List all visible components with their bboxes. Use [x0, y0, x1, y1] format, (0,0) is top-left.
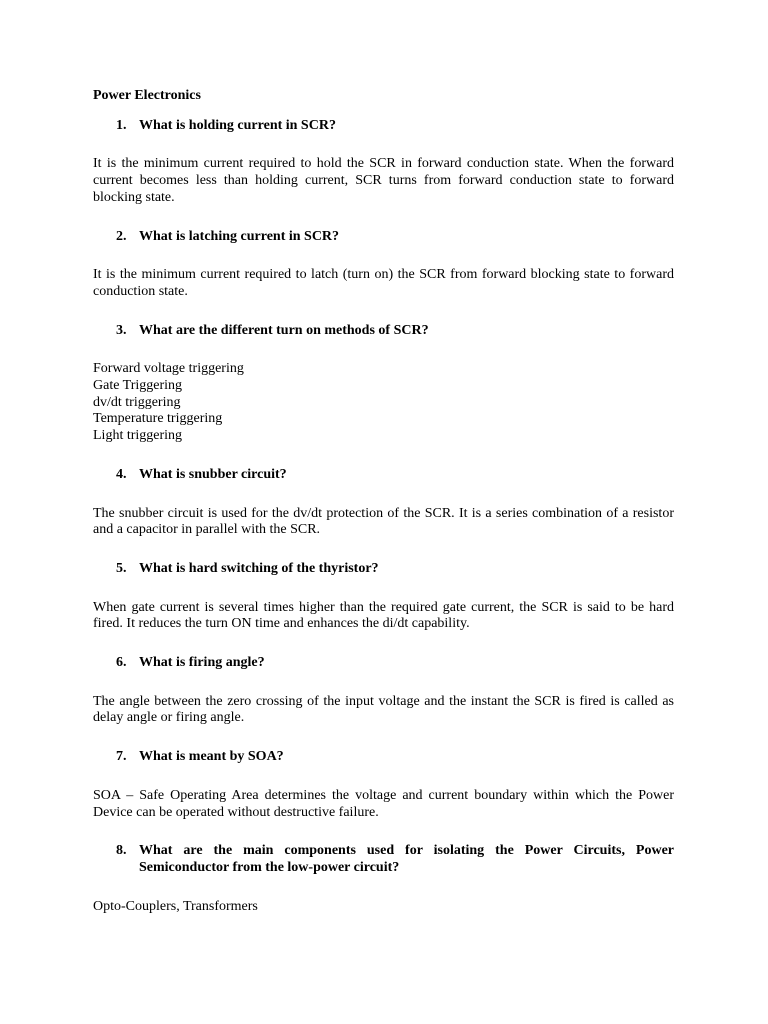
question-text: What is holding current in SCR?	[139, 117, 336, 133]
question-number: 7.	[116, 749, 127, 765]
question-5	[93, 561, 674, 578]
question-text: What is snubber circuit?	[139, 466, 287, 482]
question-2	[93, 229, 674, 246]
document-title: Power Electronics	[93, 88, 201, 103]
list-item: Temperature triggering	[93, 411, 223, 427]
answer-3-list	[93, 361, 674, 445]
question-number: 6.	[116, 655, 127, 671]
question-3	[93, 323, 674, 340]
question-7	[93, 749, 674, 766]
list-item: Forward voltage triggering	[93, 361, 244, 377]
question-number: 1.	[116, 117, 127, 133]
question-number: 8.	[116, 843, 127, 859]
question-number: 4.	[116, 466, 127, 482]
document-page	[93, 88, 674, 937]
question-number: 3.	[116, 322, 127, 338]
answer-6: The angle between the zero crossing of the input voltage and the instant the SCR is fired is called as delay angle or firing angle.	[93, 693, 674, 726]
question-text: What is hard switching of the thyristor?	[139, 560, 379, 576]
answer-8: Opto-Couplers, Transformers	[93, 898, 258, 914]
question-4	[93, 467, 674, 484]
question-6	[93, 655, 674, 672]
list-item: dv/dt triggering	[93, 394, 181, 410]
list-item: Light triggering	[93, 428, 183, 444]
list-item: Gate Triggering	[93, 378, 183, 394]
answer-2: It is the minimum current required to latch (turn on) the SCR from forward blocking state to forward conduction state.	[93, 267, 674, 299]
question-text: What is meant by SOA?	[139, 749, 284, 765]
answer-4: The snubber circuit is used for the dv/dt protection of the SCR. It is a series combination of a resistor and a capacitor in parallel with the SCR.	[93, 505, 674, 538]
question-text: What are the different turn on methods of SCR?	[139, 322, 429, 338]
answer-5: When gate current is several times higher than the required gate current, the SCR is said to be hard fired. It reduces the turn ON time and enhances the di/dt capability.	[93, 599, 674, 632]
answer-7: SOA – Safe Operating Area determines the voltage and current boundary within which the Power Device can be operated without destructive failure.	[93, 787, 674, 820]
question-1	[93, 118, 674, 135]
question-text: What is latching current in SCR?	[139, 228, 340, 244]
question-text: What is firing angle?	[139, 655, 265, 671]
question-text: What are the main components used for isolating the Power Circuits, Power Semiconductor from the low-power circuit?	[139, 843, 674, 875]
question-number: 2.	[116, 228, 127, 244]
question-number: 5.	[116, 560, 127, 576]
question-8	[93, 843, 674, 876]
answer-1: It is the minimum current required to hold the SCR in forward conduction state. When the forward current becomes less than holding current, SCR turns from forward conduction state to forward blocking state.	[93, 156, 674, 205]
